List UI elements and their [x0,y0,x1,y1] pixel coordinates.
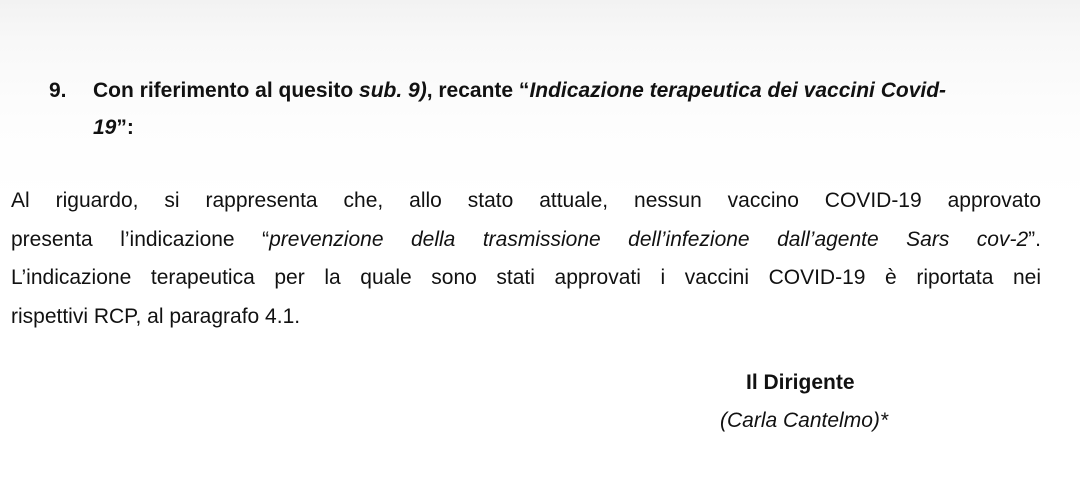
answer-line-1: Al riguardo, si rappresenta che, allo stato attuale, nessun vaccino COVID-19 approvato [11,189,1041,212]
answer-line-2 [11,221,1041,260]
answer-line-2-start: presenta l’indicazione “ [11,227,270,251]
question-title-italic-end: 19 [93,116,117,139]
question-number: 9. [49,79,67,102]
answer-line-3: L’indicazione terapeutica per la quale sono stati approvati i vaccini COVID-19 è riportata nei [11,266,1041,289]
answer-paragraph [11,182,1041,336]
signature-block [720,364,940,440]
question-title-italic: Indicazione terapeutica dei vaccini Covid- [529,79,947,102]
signature-name: (Carla Cantelmo)* [720,409,889,432]
signature-title: Il Dirigente [746,371,855,394]
answer-line-2-end: ”. [1028,227,1041,251]
question-sub-reference: sub. 9) [359,79,427,102]
question-text-line2 [93,109,134,146]
answer-quoted-indication: prevenzione della trasmissione dell’infezione dall’agente Sars cov-2 [269,227,1029,251]
question-text [93,72,1043,109]
question-text-close: ”: [116,116,134,139]
answer-line-4: rispettivi RCP, al paragrafo 4.1. [11,304,301,328]
question-text-part2: , recante “ [426,79,530,102]
question-text-part1: Con riferimento al quesito [93,79,360,102]
